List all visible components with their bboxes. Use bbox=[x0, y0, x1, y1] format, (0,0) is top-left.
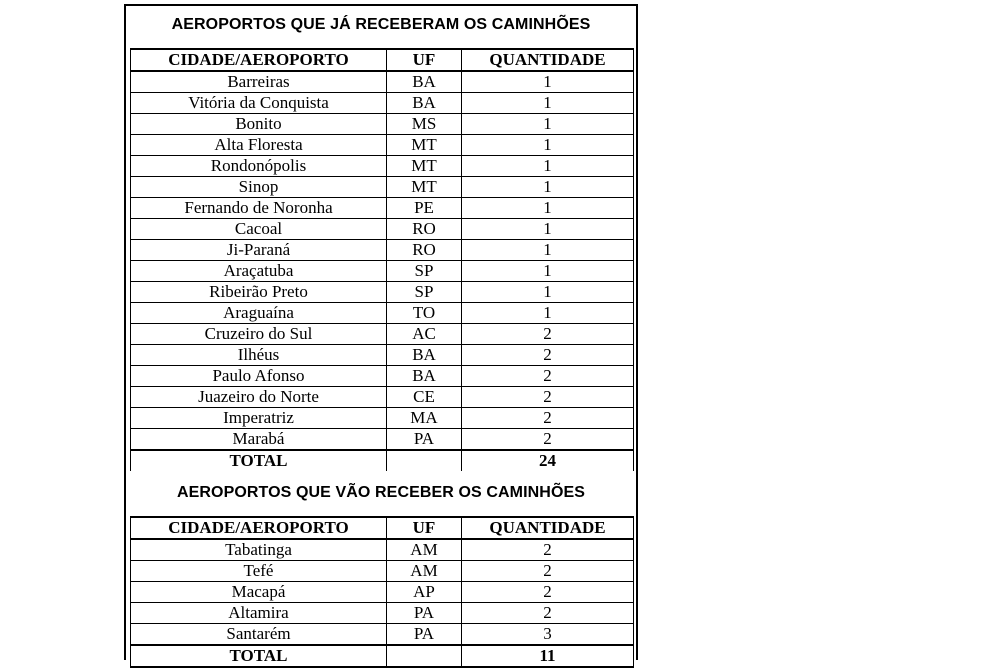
cell-uf: BA bbox=[387, 93, 462, 114]
cell-cidade: Rondonópolis bbox=[131, 156, 387, 177]
cell-quantidade: 2 bbox=[462, 366, 634, 387]
cell-quantidade: 1 bbox=[462, 156, 634, 177]
cell-quantidade: 1 bbox=[462, 135, 634, 156]
cell-uf: MT bbox=[387, 135, 462, 156]
cell-cidade: Araguaína bbox=[131, 303, 387, 324]
cell-quantidade: 1 bbox=[462, 240, 634, 261]
cell-uf: RO bbox=[387, 219, 462, 240]
cell-quantidade: 1 bbox=[462, 93, 634, 114]
total-row bbox=[131, 450, 634, 471]
section1-title: AEROPORTOS QUE JÁ RECEBERAM OS CAMINHÕES bbox=[171, 16, 591, 33]
section2-table bbox=[130, 516, 634, 668]
table-row bbox=[131, 603, 634, 624]
table-row bbox=[131, 324, 634, 345]
header-quantidade: QUANTIDADE bbox=[462, 517, 634, 539]
cell-cidade: Bonito bbox=[131, 114, 387, 135]
cell-cidade: Fernando de Noronha bbox=[131, 198, 387, 219]
cell-uf: SP bbox=[387, 282, 462, 303]
cell-uf: CE bbox=[387, 387, 462, 408]
cell-cidade: Marabá bbox=[131, 429, 387, 451]
cell-quantidade: 1 bbox=[462, 114, 634, 135]
table-header-row bbox=[131, 517, 634, 539]
cell-uf: MT bbox=[387, 156, 462, 177]
cell-cidade: Juazeiro do Norte bbox=[131, 387, 387, 408]
total-label: TOTAL bbox=[131, 645, 387, 667]
cell-quantidade: 2 bbox=[462, 582, 634, 603]
table-row bbox=[131, 539, 634, 561]
cell-cidade: Ji-Paraná bbox=[131, 240, 387, 261]
cell-cidade: Imperatriz bbox=[131, 408, 387, 429]
cell-uf: AC bbox=[387, 324, 462, 345]
total-quantidade: 24 bbox=[462, 450, 634, 471]
cell-cidade: Vitória da Conquista bbox=[131, 93, 387, 114]
cell-cidade: Tefé bbox=[131, 561, 387, 582]
cell-cidade: Barreiras bbox=[131, 71, 387, 93]
table-row bbox=[131, 261, 634, 282]
cell-quantidade: 3 bbox=[462, 624, 634, 646]
cell-uf: MS bbox=[387, 114, 462, 135]
cell-quantidade: 2 bbox=[462, 387, 634, 408]
cell-quantidade: 2 bbox=[462, 408, 634, 429]
table-row bbox=[131, 114, 634, 135]
cell-cidade: Araçatuba bbox=[131, 261, 387, 282]
table-row bbox=[131, 198, 634, 219]
header-uf: UF bbox=[387, 517, 462, 539]
cell-quantidade: 2 bbox=[462, 603, 634, 624]
cell-uf: RO bbox=[387, 240, 462, 261]
cell-quantidade: 1 bbox=[462, 71, 634, 93]
table-row bbox=[131, 240, 634, 261]
cell-uf: AM bbox=[387, 539, 462, 561]
cell-uf: MT bbox=[387, 177, 462, 198]
table-row bbox=[131, 429, 634, 451]
cell-cidade: Cacoal bbox=[131, 219, 387, 240]
cell-quantidade: 1 bbox=[462, 261, 634, 282]
cell-cidade: Tabatinga bbox=[131, 539, 387, 561]
table-row bbox=[131, 219, 634, 240]
cell-uf: BA bbox=[387, 345, 462, 366]
cell-quantidade: 2 bbox=[462, 561, 634, 582]
section2-title: AEROPORTOS QUE VÃO RECEBER OS CAMINHÕES bbox=[176, 484, 586, 501]
table-row bbox=[131, 408, 634, 429]
header-cidade: CIDADE/AEROPORTO bbox=[131, 517, 387, 539]
table-row bbox=[131, 135, 634, 156]
cell-quantidade: 1 bbox=[462, 303, 634, 324]
table-row bbox=[131, 345, 634, 366]
cell-quantidade: 1 bbox=[462, 198, 634, 219]
cell-cidade: Paulo Afonso bbox=[131, 366, 387, 387]
cell-uf: PA bbox=[387, 624, 462, 646]
table-row bbox=[131, 387, 634, 408]
cell-uf: AP bbox=[387, 582, 462, 603]
cell-cidade: Cruzeiro do Sul bbox=[131, 324, 387, 345]
cell-uf: PA bbox=[387, 429, 462, 451]
cell-quantidade: 1 bbox=[462, 219, 634, 240]
airports-document bbox=[124, 4, 638, 665]
header-cidade: CIDADE/AEROPORTO bbox=[131, 49, 387, 71]
table-row bbox=[131, 177, 634, 198]
table-row bbox=[131, 561, 634, 582]
cell-cidade: Ribeirão Preto bbox=[131, 282, 387, 303]
cell-quantidade: 2 bbox=[462, 539, 634, 561]
cell-uf: AM bbox=[387, 561, 462, 582]
cell-uf: SP bbox=[387, 261, 462, 282]
cell-cidade: Altamira bbox=[131, 603, 387, 624]
cell-uf: PE bbox=[387, 198, 462, 219]
total-quantidade: 11 bbox=[462, 645, 634, 667]
cell-quantidade: 2 bbox=[462, 345, 634, 366]
header-quantidade: QUANTIDADE bbox=[462, 49, 634, 71]
table-row bbox=[131, 156, 634, 177]
header-uf: UF bbox=[387, 49, 462, 71]
cell-uf: BA bbox=[387, 366, 462, 387]
total-uf bbox=[387, 450, 462, 471]
table-row bbox=[131, 303, 634, 324]
total-label: TOTAL bbox=[131, 450, 387, 471]
table-row bbox=[131, 366, 634, 387]
table-row bbox=[131, 93, 634, 114]
cell-cidade: Santarém bbox=[131, 624, 387, 646]
section1-table bbox=[130, 48, 634, 471]
table-header-row bbox=[131, 49, 634, 71]
cell-uf: MA bbox=[387, 408, 462, 429]
cell-cidade: Alta Floresta bbox=[131, 135, 387, 156]
cell-cidade: Ilhéus bbox=[131, 345, 387, 366]
cell-quantidade: 2 bbox=[462, 324, 634, 345]
table-row bbox=[131, 71, 634, 93]
table-row bbox=[131, 624, 634, 646]
cell-cidade: Sinop bbox=[131, 177, 387, 198]
cell-quantidade: 2 bbox=[462, 429, 634, 451]
cell-quantidade: 1 bbox=[462, 282, 634, 303]
cell-uf: TO bbox=[387, 303, 462, 324]
table-row bbox=[131, 582, 634, 603]
cell-uf: BA bbox=[387, 71, 462, 93]
cell-cidade: Macapá bbox=[131, 582, 387, 603]
table-row bbox=[131, 282, 634, 303]
cell-quantidade: 1 bbox=[462, 177, 634, 198]
cell-uf: PA bbox=[387, 603, 462, 624]
